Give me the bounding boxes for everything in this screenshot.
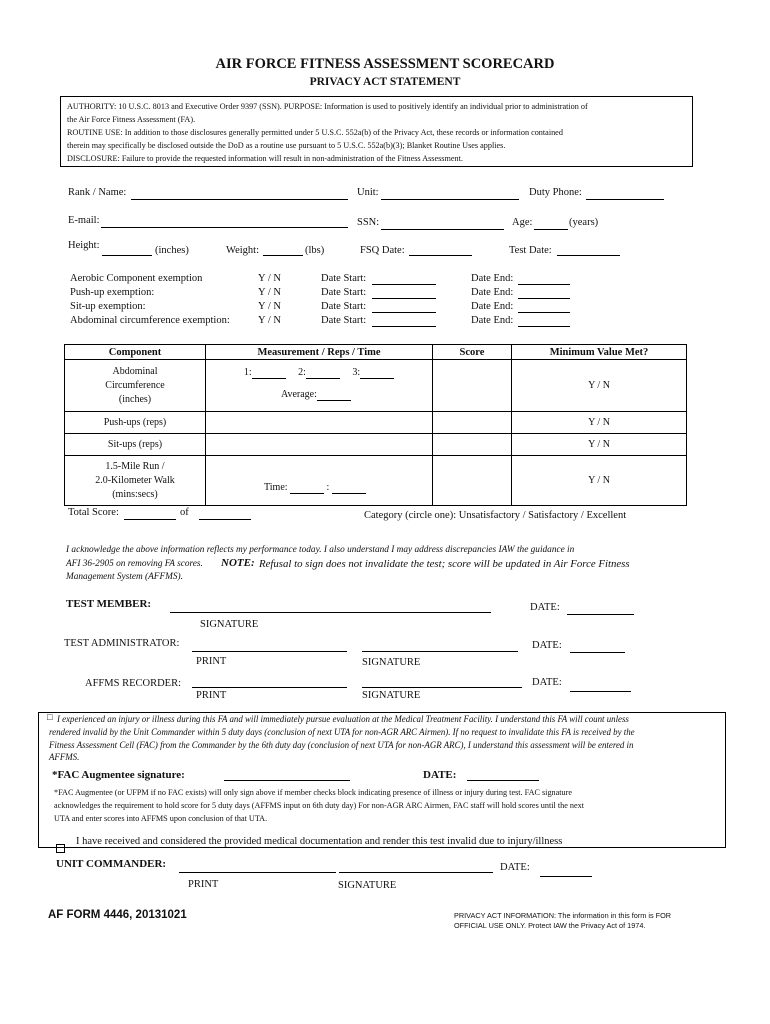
weight-label: Weight: <box>226 245 259 256</box>
total-score-field[interactable] <box>124 519 176 520</box>
date-start-label: Date Start: <box>321 287 367 298</box>
note-text: Refusal to sign does not invalidate the test; score will be updated in Air Force Fitness <box>259 558 630 570</box>
note-label: NOTE: <box>221 557 255 569</box>
unit-commander-label: UNIT COMMANDER: <box>56 858 167 870</box>
privacy-info: OFFICIAL USE ONLY. Protect IAW the Privacy Act of 1974. <box>454 921 646 930</box>
fac-note: acknowledges the requirement to hold score for 5 duty days (AFFMS input on 6th duty day) For non-AGR ARC Airmen, FAC staff will hold scores until the next <box>54 801 585 810</box>
fac-date-field[interactable] <box>467 780 539 781</box>
measurement-3-field[interactable] <box>360 367 394 379</box>
print-caption: PRINT <box>196 690 227 701</box>
run-min-met[interactable]: Y / N <box>512 456 687 506</box>
pushups-min-met[interactable]: Y / N <box>512 412 687 434</box>
injury-text: AFFMS. <box>49 752 80 762</box>
col-score: Score <box>433 345 512 360</box>
fsq-date-field[interactable] <box>409 255 472 256</box>
pushups-label: Push-ups (reps) <box>65 412 206 434</box>
table-row-abdominal <box>65 360 687 412</box>
signature-caption: SIGNATURE <box>338 880 397 891</box>
measurement-1-field[interactable] <box>252 367 286 379</box>
privacy-line: AUTHORITY: 10 U.S.C. 8013 and Executive Order 9397 (SSN). PURPOSE: Information is used to positively identify an individual prior to administration of <box>67 102 588 111</box>
fac-signature-label: *FAC Augmentee signature: <box>52 769 185 781</box>
rank-name-label: Rank / Name: <box>68 187 127 198</box>
commander-date-label: DATE: <box>500 862 530 873</box>
table-row-situps <box>65 434 687 456</box>
commander-date-field[interactable] <box>540 876 592 877</box>
form-title: AIR FORCE FITNESS ASSESSMENT SCORECARD <box>215 56 555 72</box>
exemption-yn[interactable]: Y / N <box>258 273 281 284</box>
affms-print-field[interactable] <box>192 687 347 688</box>
date-start-field[interactable] <box>372 284 436 285</box>
date-start-field[interactable] <box>372 312 436 313</box>
affms-date-label: DATE: <box>532 677 562 688</box>
date-end-field[interactable] <box>518 284 570 285</box>
privacy-info: PRIVACY ACT INFORMATION: The information in this form is FOR <box>454 911 672 920</box>
category-label[interactable]: Category (circle one): Unsatisfactory / Satisfactory / Excellent <box>364 510 627 521</box>
test-admin-label: TEST ADMINISTRATOR: <box>64 638 180 649</box>
date-end-label: Date End: <box>471 301 514 312</box>
date-start-field[interactable] <box>372 326 436 327</box>
email-field[interactable] <box>101 227 348 228</box>
total-score-label: Total Score: <box>68 507 119 518</box>
unit-field[interactable] <box>381 199 519 200</box>
run-label: 1.5-Mile Run / 2.0-Kilometer Walk (mins:secs) <box>65 456 206 506</box>
col-component: Component <box>65 345 206 360</box>
age-label: Age: <box>512 217 533 228</box>
pushups-measurement[interactable] <box>206 412 433 434</box>
time-label: Time: <box>264 481 288 493</box>
date-end-label: Date End: <box>471 315 514 326</box>
ssn-field[interactable] <box>381 229 504 230</box>
run-score[interactable] <box>433 456 512 506</box>
pushups-score[interactable] <box>433 412 512 434</box>
print-caption: PRINT <box>196 656 227 667</box>
test-admin-date-label: DATE: <box>532 640 562 651</box>
fac-date-label: DATE: <box>423 769 457 781</box>
acknowledgement-line2: AFI 36-2905 on removing FA scores. <box>66 559 203 569</box>
date-start-label: Date Start: <box>321 315 367 326</box>
time-minutes-field[interactable] <box>290 482 324 494</box>
signature-caption: SIGNATURE <box>200 619 259 630</box>
affms-date-field[interactable] <box>570 691 631 692</box>
signature-caption: SIGNATURE <box>362 657 421 668</box>
component-table <box>64 344 687 506</box>
commander-received-text: I have received and considered the provided medical documentation and render this test invalid due to injury/illness <box>76 836 563 847</box>
privacy-act-statement <box>60 96 693 167</box>
situps-score[interactable] <box>433 434 512 456</box>
unit-label: Unit: <box>357 187 379 198</box>
total-of-label: of <box>180 507 189 518</box>
test-date-label: Test Date: <box>509 245 552 256</box>
total-max-field[interactable] <box>199 519 251 520</box>
table-row-pushups <box>65 412 687 434</box>
date-end-label: Date End: <box>471 273 514 284</box>
affms-recorder-label: AFFMS RECORDER: <box>85 678 181 689</box>
fsq-date-label: FSQ Date: <box>360 245 405 256</box>
exemption-pushup-label: Push-up exemption: <box>70 287 155 298</box>
average-label: Average: <box>281 388 317 400</box>
commander-checkbox[interactable] <box>56 840 65 858</box>
privacy-line: ROUTINE USE: In addition to those disclosures generally permitted under 5 U.S.C. 552a(b) of the Privacy Act, these records or information contained <box>67 128 563 137</box>
test-member-date-label: DATE: <box>530 602 560 613</box>
injury-text: I experienced an injury or illness during this FA and will immediately pursue evaluation at the Medical Treatment Facility. I understand this FA will count unless <box>57 714 629 724</box>
exemption-yn[interactable]: Y / N <box>258 301 281 312</box>
table-row-run <box>65 456 687 506</box>
commander-print-field[interactable] <box>179 872 336 873</box>
test-admin-date-field[interactable] <box>570 652 625 653</box>
date-end-label: Date End: <box>471 287 514 298</box>
form-id: AF FORM 4446, 20131021 <box>48 909 187 921</box>
exemption-aerobic-label: Aerobic Component exemption <box>70 273 203 284</box>
exemption-yn[interactable]: Y / N <box>258 287 281 298</box>
commander-signature-field[interactable] <box>339 872 493 873</box>
weight-unit: (lbs) <box>305 245 325 256</box>
acknowledgement-line3: Management System (AFFMS). <box>66 572 183 582</box>
affms-signature-field[interactable] <box>362 687 522 688</box>
test-member-label: TEST MEMBER: <box>66 598 152 610</box>
fac-note: *FAC Augmentee (or UFPM if no FAC exists) will only sign above if member checks block indicating presence of illness or injury during test. FAC signature <box>54 788 573 797</box>
exemption-situp-label: Sit-up exemption: <box>70 301 146 312</box>
situps-measurement[interactable] <box>206 434 433 456</box>
age-field[interactable] <box>534 229 568 230</box>
test-admin-signature-field[interactable] <box>362 651 518 652</box>
date-end-field[interactable] <box>518 312 570 313</box>
col-minimum-met: Minimum Value Met? <box>512 345 687 360</box>
fac-signature-field[interactable] <box>224 780 350 781</box>
privacy-line: the Air Force Fitness Assessment (FA). <box>67 115 196 124</box>
date-start-label: Date Start: <box>321 273 367 284</box>
test-member-signature-field[interactable] <box>170 612 491 613</box>
print-caption: PRINT <box>188 879 219 890</box>
ssn-label: SSN: <box>357 217 380 228</box>
test-date-field[interactable] <box>557 255 620 256</box>
exemption-abdominal-label: Abdominal circumference exemption: <box>70 315 230 326</box>
date-start-label: Date Start: <box>321 301 367 312</box>
col-measurement: Measurement / Reps / Time <box>206 345 433 360</box>
acknowledgement-line1: I acknowledge the above information reflects my performance today. I also understand I may address discrepancies IAW the guidance in <box>66 545 575 555</box>
date-end-field[interactable] <box>518 298 570 299</box>
duty-phone-label: Duty Phone: <box>529 187 582 198</box>
date-end-field[interactable] <box>518 326 570 327</box>
height-unit: (inches) <box>155 245 189 256</box>
signature-caption: SIGNATURE <box>362 690 421 701</box>
abdominal-label: Abdominal Circumference (inches) <box>65 360 206 412</box>
abdominal-min-met[interactable]: Y / N <box>512 360 687 412</box>
test-admin-print-field[interactable] <box>192 651 347 652</box>
rank-name-field[interactable] <box>131 199 348 200</box>
email-label: E-mail: <box>68 215 100 226</box>
measurement-2-field[interactable] <box>306 367 340 379</box>
privacy-line: DISCLOSURE: Failure to provide the requested information will result in non-administration of the Fitness Assessment. <box>67 154 463 163</box>
average-field[interactable] <box>317 389 351 401</box>
height-label: Height: <box>68 240 100 251</box>
age-unit: (years) <box>569 217 599 228</box>
situps-min-met[interactable]: Y / N <box>512 434 687 456</box>
exemption-yn[interactable]: Y / N <box>258 315 281 326</box>
injury-text: Fitness Assessment Cell (FAC) from the Commander by the 6th duty day (conclusion of next UTA for non-AGR ARC), I understand this assessment will be entered in <box>49 740 634 750</box>
abdominal-measurements[interactable]: 1: 2: 3: Average: <box>206 360 433 412</box>
form-subtitle: PRIVACY ACT STATEMENT <box>309 76 461 88</box>
injury-checkbox[interactable]: □ <box>47 713 53 723</box>
test-member-date-field[interactable] <box>567 614 634 615</box>
weight-field[interactable] <box>263 255 303 256</box>
abdominal-score[interactable] <box>433 360 512 412</box>
duty-phone-field[interactable] <box>586 199 664 200</box>
height-field[interactable] <box>102 255 152 256</box>
run-time[interactable]: Time: : <box>206 456 433 506</box>
date-start-field[interactable] <box>372 298 436 299</box>
injury-text: rendered invalid by the Unit Commander within 5 duty days (conclusion of next UTA for non-AGR ARC Airmen). If no request to invalidate this FA is received by the <box>49 727 635 737</box>
time-seconds-field[interactable] <box>332 482 366 494</box>
fac-note: UTA and enter scores into AFFMS upon conclusion of that UTA. <box>54 814 268 823</box>
situps-label: Sit-ups (reps) <box>65 434 206 456</box>
privacy-line: therein may specifically be disclosed outside the DoD as a routine use pursuant to 5 U.S.C. 552a(b)(3); Blanket Routine Uses applies. <box>67 141 506 150</box>
